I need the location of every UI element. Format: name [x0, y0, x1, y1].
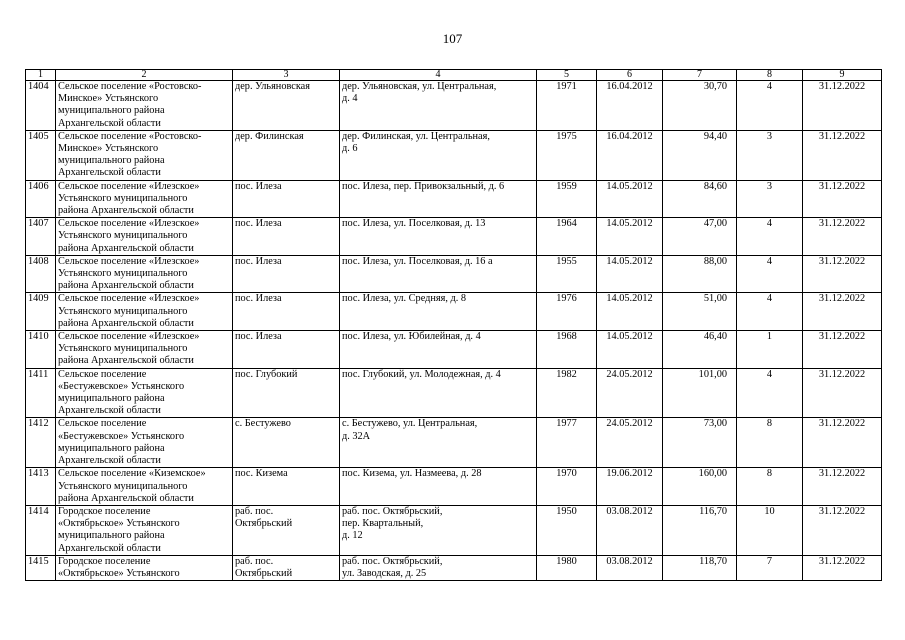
- locality: пос. Глубокий: [233, 368, 340, 418]
- valid-until: 31.12.2022: [803, 331, 882, 369]
- address: пос. Илеза, ул. Средняя, д. 8: [340, 293, 537, 331]
- address: пос. Глубокий, ул. Молодежная, д. 4: [340, 368, 537, 418]
- column-header: 9: [803, 70, 882, 81]
- column-header: 4: [340, 70, 537, 81]
- table-row: [26, 331, 882, 369]
- rooms-count: 4: [737, 218, 803, 256]
- locality: дер. Ульяновская: [233, 81, 340, 131]
- build-year: 1982: [537, 368, 597, 418]
- table-row: [26, 255, 882, 293]
- area-value: 46,40: [663, 331, 737, 369]
- column-header: 2: [56, 70, 233, 81]
- settlement-name: Сельское поселение «Илезское» Устьянского муниципального района Архангельской области: [56, 255, 233, 293]
- row-number: 1415: [26, 555, 56, 580]
- rooms-count: 10: [737, 505, 803, 555]
- area-value: 116,70: [663, 505, 737, 555]
- settlement-name: Сельское поселение «Бестужевское» Устьянского муниципального района Архангельской области: [56, 368, 233, 418]
- build-year: 1970: [537, 468, 597, 506]
- area-value: 101,00: [663, 368, 737, 418]
- area-value: 84,60: [663, 180, 737, 218]
- build-year: 1959: [537, 180, 597, 218]
- column-number-row: [26, 70, 882, 81]
- build-year: 1964: [537, 218, 597, 256]
- address: раб. пос. Октябрьский, ул. Заводская, д. 25: [340, 555, 537, 580]
- address: пос. Илеза, ул. Поселковая, д. 13: [340, 218, 537, 256]
- area-value: 118,70: [663, 555, 737, 580]
- settlement-name: Сельское поселение «Илезское» Устьянского муниципального района Архангельской области: [56, 293, 233, 331]
- settlement-name: Сельское поселение «Илезское» Устьянского муниципального района Архангельской области: [56, 331, 233, 369]
- valid-until: 31.12.2022: [803, 555, 882, 580]
- row-number: 1408: [26, 255, 56, 293]
- record-date: 14.05.2012: [597, 180, 663, 218]
- valid-until: 31.12.2022: [803, 418, 882, 468]
- settlement-name: Сельское поселение «Илезское» Устьянского муниципального района Архангельской области: [56, 180, 233, 218]
- rooms-count: 8: [737, 418, 803, 468]
- build-year: 1955: [537, 255, 597, 293]
- locality: с. Бестужево: [233, 418, 340, 468]
- address: пос. Илеза, ул. Поселковая, д. 16 а: [340, 255, 537, 293]
- address: раб. пос. Октябрьский, пер. Квартальный, д. 12: [340, 505, 537, 555]
- rooms-count: 4: [737, 293, 803, 331]
- valid-until: 31.12.2022: [803, 468, 882, 506]
- row-number: 1412: [26, 418, 56, 468]
- build-year: 1968: [537, 331, 597, 369]
- settlement-name: Сельское поселение «Илезское» Устьянского муниципального района Архангельской области: [56, 218, 233, 256]
- table-row: [26, 218, 882, 256]
- area-value: 88,00: [663, 255, 737, 293]
- valid-until: 31.12.2022: [803, 218, 882, 256]
- valid-until: 31.12.2022: [803, 130, 882, 180]
- settlement-name: Сельское поселение «Бестужевское» Устьянского муниципального района Архангельской области: [56, 418, 233, 468]
- row-number: 1404: [26, 81, 56, 131]
- address: пос. Илеза, пер. Привокзальный, д. 6: [340, 180, 537, 218]
- row-number: 1405: [26, 130, 56, 180]
- locality: раб. пос. Октябрьский: [233, 555, 340, 580]
- row-number: 1414: [26, 505, 56, 555]
- settlement-name: Сельское поселение «Ростовско- Минское» Устьянского муниципального района Архангельской области: [56, 130, 233, 180]
- address: дер. Ульяновская, ул. Центральная, д. 4: [340, 81, 537, 131]
- rooms-count: 3: [737, 180, 803, 218]
- area-value: 160,00: [663, 468, 737, 506]
- address: с. Бестужево, ул. Центральная, д. 32А: [340, 418, 537, 468]
- page-number: 107: [442, 31, 463, 46]
- table-row: [26, 81, 882, 131]
- valid-until: 31.12.2022: [803, 505, 882, 555]
- valid-until: 31.12.2022: [803, 81, 882, 131]
- record-date: 03.08.2012: [597, 505, 663, 555]
- locality: пос. Илеза: [233, 180, 340, 218]
- area-value: 30,70: [663, 81, 737, 131]
- build-year: 1975: [537, 130, 597, 180]
- column-header: 8: [737, 70, 803, 81]
- record-date: 16.04.2012: [597, 81, 663, 131]
- build-year: 1950: [537, 505, 597, 555]
- row-number: 1407: [26, 218, 56, 256]
- rooms-count: 4: [737, 255, 803, 293]
- area-value: 94,40: [663, 130, 737, 180]
- row-number: 1409: [26, 293, 56, 331]
- record-date: 14.05.2012: [597, 331, 663, 369]
- area-value: 51,00: [663, 293, 737, 331]
- rooms-count: 7: [737, 555, 803, 580]
- table-row: [26, 368, 882, 418]
- settlement-name: Городское поселение «Октябрьское» Устьянского: [56, 555, 233, 580]
- rooms-count: 1: [737, 331, 803, 369]
- row-number: 1410: [26, 331, 56, 369]
- area-value: 73,00: [663, 418, 737, 468]
- table-row: [26, 555, 882, 580]
- column-header: 1: [26, 70, 56, 81]
- valid-until: 31.12.2022: [803, 293, 882, 331]
- record-date: 16.04.2012: [597, 130, 663, 180]
- record-date: 03.08.2012: [597, 555, 663, 580]
- area-value: 47,00: [663, 218, 737, 256]
- locality: пос. Илеза: [233, 331, 340, 369]
- valid-until: 31.12.2022: [803, 368, 882, 418]
- locality: дер. Филинская: [233, 130, 340, 180]
- address: дер. Филинская, ул. Центральная, д. 6: [340, 130, 537, 180]
- locality: пос. Кизема: [233, 468, 340, 506]
- address: пос. Кизема, ул. Назмеева, д. 28: [340, 468, 537, 506]
- build-year: 1976: [537, 293, 597, 331]
- locality: пос. Илеза: [233, 255, 340, 293]
- column-header: 7: [663, 70, 737, 81]
- settlement-name: Городское поселение «Октябрьское» Устьянского муниципального района Архангельской области: [56, 505, 233, 555]
- settlement-name: Сельское поселение «Киземское» Устьянского муниципального района Архангельской области: [56, 468, 233, 506]
- column-header: 6: [597, 70, 663, 81]
- rooms-count: 8: [737, 468, 803, 506]
- rooms-count: 3: [737, 130, 803, 180]
- record-date: 14.05.2012: [597, 218, 663, 256]
- locality: пос. Илеза: [233, 218, 340, 256]
- row-number: 1406: [26, 180, 56, 218]
- valid-until: 31.12.2022: [803, 255, 882, 293]
- record-date: 14.05.2012: [597, 293, 663, 331]
- row-number: 1413: [26, 468, 56, 506]
- table-row: [26, 468, 882, 506]
- build-year: 1980: [537, 555, 597, 580]
- record-date: 24.05.2012: [597, 368, 663, 418]
- address: пос. Илеза, ул. Юбилейная, д. 4: [340, 331, 537, 369]
- table-row: [26, 180, 882, 218]
- column-header: 5: [537, 70, 597, 81]
- table-row: [26, 130, 882, 180]
- table-row: [26, 418, 882, 468]
- table-row: [26, 293, 882, 331]
- table-row: [26, 505, 882, 555]
- build-year: 1971: [537, 81, 597, 131]
- settlement-name: Сельское поселение «Ростовско- Минское» Устьянского муниципального района Архангельской области: [56, 81, 233, 131]
- locality: раб. пос. Октябрьский: [233, 505, 340, 555]
- rooms-count: 4: [737, 368, 803, 418]
- locality: пос. Илеза: [233, 293, 340, 331]
- column-header: 3: [233, 70, 340, 81]
- rooms-count: 4: [737, 81, 803, 131]
- housing-registry-table: [25, 69, 882, 581]
- record-date: 14.05.2012: [597, 255, 663, 293]
- row-number: 1411: [26, 368, 56, 418]
- record-date: 19.06.2012: [597, 468, 663, 506]
- record-date: 24.05.2012: [597, 418, 663, 468]
- valid-until: 31.12.2022: [803, 180, 882, 218]
- build-year: 1977: [537, 418, 597, 468]
